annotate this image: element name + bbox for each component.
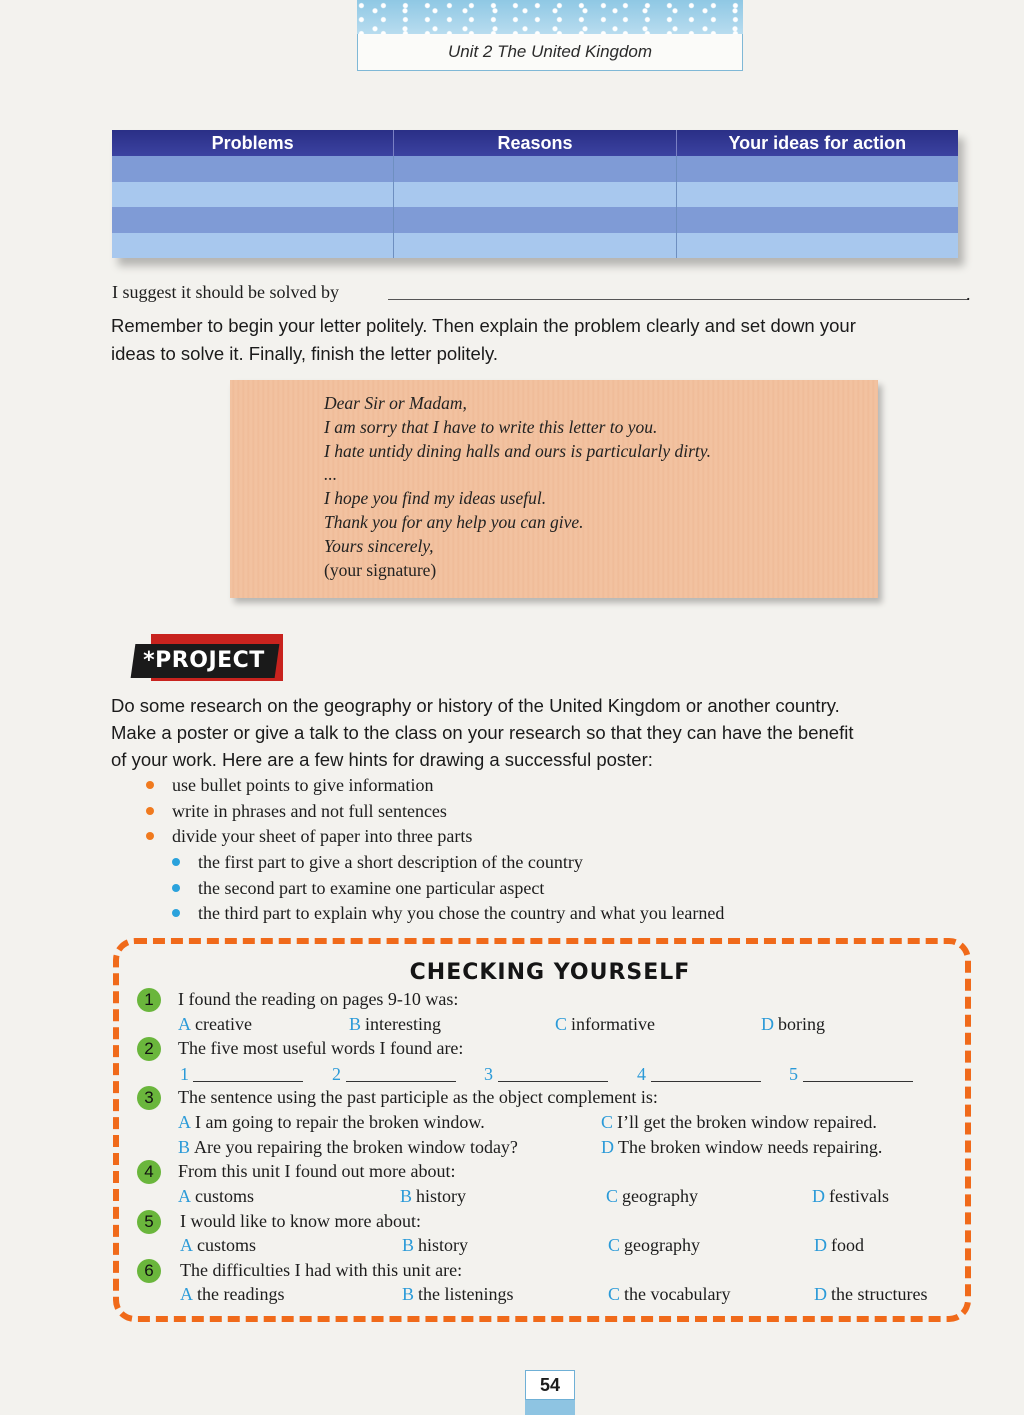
page-number: 54 xyxy=(525,1370,575,1400)
letter-line: I am sorry that I have to write this letter to you. xyxy=(324,416,658,437)
option-d[interactable]: D The broken window needs repairing. xyxy=(601,1137,883,1157)
table-header-ideas: Your ideas for action xyxy=(728,133,907,153)
letter-line: I hope you find my ideas useful. xyxy=(324,488,547,509)
suggest-text: I suggest it should be solved by xyxy=(112,282,339,302)
table-header-problems: Problems xyxy=(112,130,394,156)
option-a[interactable]: A customs xyxy=(180,1235,257,1255)
table-row xyxy=(112,233,958,259)
list-item: use bullet points to give information xyxy=(172,773,472,799)
suggest-blank[interactable] xyxy=(388,299,968,300)
project-line-2: Make a poster or give a talk to the class on your research so that they can have the benefit xyxy=(111,722,854,743)
unit-title: Unit 2 The United Kingdom xyxy=(357,34,743,71)
table-header xyxy=(112,130,958,156)
project-line-1: Do some research on the geography or history of the United Kingdom or another country. xyxy=(111,695,840,716)
question-number: 4 xyxy=(137,1160,161,1184)
option-a[interactable]: A customs xyxy=(178,1186,255,1206)
option-a[interactable]: A creative xyxy=(178,1014,252,1034)
option-b[interactable]: B interesting xyxy=(349,1014,441,1034)
header-decoration xyxy=(357,0,743,34)
question-number: 2 xyxy=(137,1037,161,1061)
problems-table xyxy=(112,130,958,258)
option-b[interactable]: B Are you repairing the broken window today? xyxy=(178,1137,518,1157)
project-badge xyxy=(113,634,283,681)
blank-number: 2 xyxy=(332,1064,341,1084)
option-c[interactable]: C geography xyxy=(606,1186,698,1206)
option-b[interactable]: B history xyxy=(400,1186,467,1206)
table-header-reasons: Reasons xyxy=(394,130,676,156)
page-number-decoration xyxy=(525,1400,575,1415)
table-row xyxy=(112,156,958,182)
option-d[interactable]: D the structures xyxy=(814,1284,928,1304)
word-blank[interactable] xyxy=(346,1081,456,1082)
list-item: the third part to explain why you chose the country and what you learned xyxy=(198,901,724,927)
hint-list xyxy=(172,773,472,850)
option-c[interactable]: C I’ll get the broken window repaired. xyxy=(601,1112,877,1132)
question-text: I found the reading on pages 9-10 was: xyxy=(178,989,459,1009)
list-item: divide your sheet of paper into three parts xyxy=(172,824,472,850)
question-number: 1 xyxy=(137,988,161,1012)
question-text: The five most useful words I found are: xyxy=(178,1038,464,1058)
option-d[interactable]: D food xyxy=(814,1235,864,1255)
instruction-line-2: ideas to solve it. Finally, finish the letter politely. xyxy=(111,343,498,364)
project-line-3: of your work. Here are a few hints for drawing a successful poster: xyxy=(111,749,653,770)
blank-number: 5 xyxy=(789,1064,798,1084)
question-number: 3 xyxy=(137,1086,161,1110)
letter-line: Dear Sir or Madam, xyxy=(324,393,467,413)
option-b[interactable]: B the listenings xyxy=(402,1284,514,1304)
sample-letter xyxy=(230,380,878,598)
option-c[interactable]: C the vocabulary xyxy=(608,1284,731,1304)
list-item: write in phrases and not full sentences xyxy=(172,799,472,825)
question-text: From this unit I found out more about: xyxy=(178,1161,456,1181)
blank-number: 3 xyxy=(484,1064,493,1084)
question-number: 6 xyxy=(137,1259,161,1283)
question-text: I would like to know more about: xyxy=(180,1211,421,1231)
word-blank[interactable] xyxy=(803,1081,913,1082)
blank-number: 4 xyxy=(637,1064,646,1084)
letter-line: (your signature) xyxy=(324,559,437,580)
option-c[interactable]: C geography xyxy=(608,1235,700,1255)
word-blank[interactable] xyxy=(498,1081,608,1082)
question-text: The sentence using the past participle as the object complement is: xyxy=(178,1087,658,1107)
project-badge-label: *PROJECT xyxy=(143,648,265,673)
table-row xyxy=(112,182,958,208)
letter-line: Thank you for any help you can give. xyxy=(324,511,584,532)
letter-line: ... xyxy=(324,464,338,485)
suggest-period: . xyxy=(966,284,971,304)
table-row xyxy=(112,207,958,233)
checking-title: CHECKING YOURSELF xyxy=(409,960,691,985)
option-d[interactable]: D boring xyxy=(761,1014,825,1034)
list-item: the second part to examine one particular aspect xyxy=(198,876,724,902)
question-text: The difficulties I had with this unit are: xyxy=(180,1260,463,1280)
option-d[interactable]: D festivals xyxy=(812,1186,889,1206)
question-number: 5 xyxy=(137,1210,161,1234)
letter-line: I hate untidy dining halls and ours is particularly dirty. xyxy=(324,440,711,461)
option-b[interactable]: B history xyxy=(402,1235,469,1255)
blank-number: 1 xyxy=(180,1064,189,1084)
sub-hint-list xyxy=(198,850,724,927)
word-blank[interactable] xyxy=(193,1081,303,1082)
list-item: the first part to give a short description of the country xyxy=(198,850,724,876)
letter-line: Yours sincerely, xyxy=(324,535,434,556)
option-c[interactable]: C informative xyxy=(555,1014,655,1034)
word-blank[interactable] xyxy=(651,1081,761,1082)
option-a[interactable]: A I am going to repair the broken window. xyxy=(178,1112,485,1132)
option-a[interactable]: A the readings xyxy=(180,1284,285,1304)
instruction-line-1: Remember to begin your letter politely. Then explain the problem clearly and set down your xyxy=(111,315,856,336)
